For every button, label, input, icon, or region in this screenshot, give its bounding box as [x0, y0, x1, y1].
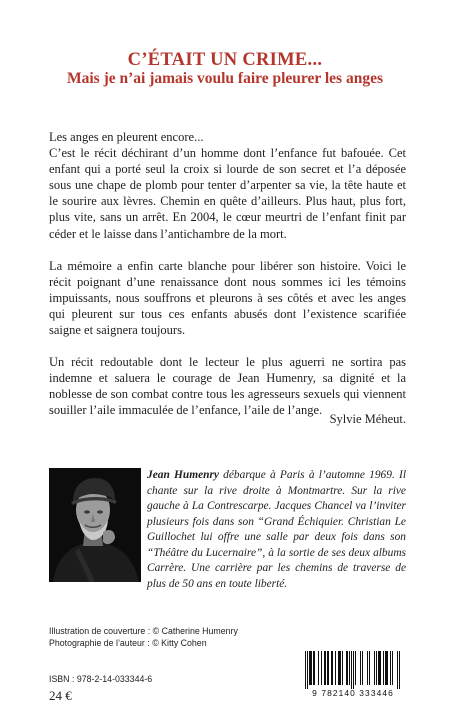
barcode-bar	[310, 651, 311, 685]
barcode-bar	[349, 651, 350, 685]
barcode-bar	[324, 651, 325, 685]
barcode-bar	[339, 651, 340, 685]
barcode-bar	[390, 651, 391, 685]
blurb	[49, 129, 406, 419]
barcode-bar	[314, 651, 315, 685]
barcode-bar	[387, 651, 388, 685]
back-cover-title: C’ÉTAIT UN CRIME...	[127, 50, 323, 70]
blurb-paragraph-3: Un récit redoutable dont le lecteur le plus aguerri ne sortira pas indemne et saluera le courage de Jean Humenry, sa dignité et la noblesse de son combat contre tous les agresseurs sexuels qui viennent souiller l’aile immaculée de l’enfance, l’aile de l’ange.	[49, 355, 406, 418]
credits	[49, 626, 238, 649]
author-bio-text: débarque à Paris à l’automne 1969. Il chante sur la rive droite à Montmartre. Sur la rive gauche à La Contrescarpe. Jacques Chancel va l’inviter plusieurs fois dans son “Grand Échiquier. Christian Le Guillochet lui offre une salle par deux fois dans son “Théâtre du Lucernaire”, à la sortie de ses deux albums Carrère. Une carrière par les chemins de traverse de plus de 50 ans en toute liberté.	[147, 469, 406, 590]
blurb-opening-line: Les anges en pleurent encore...	[49, 130, 204, 144]
back-cover-subtitle: Mais je n’ai jamais voulu faire pleurer les anges	[66, 70, 383, 87]
barcode-bar	[369, 651, 370, 685]
barcode-bar	[399, 651, 400, 689]
barcode-bar	[376, 651, 377, 685]
barcode-bar	[318, 651, 319, 685]
isbn: ISBN : 978-2-14-033344-6	[49, 674, 153, 684]
author-bio	[49, 468, 406, 592]
barcode-bar	[327, 651, 328, 685]
barcode-bar	[311, 651, 312, 685]
barcode-bar	[355, 651, 356, 685]
barcode-bar	[367, 651, 368, 685]
barcode-bar	[342, 651, 343, 685]
barcode-bar	[347, 651, 348, 685]
blurb-paragraph-1: C’est le récit déchirant d’un homme dont l’enfance fut bafouée. Cet enfant qui a porté seul la croix si lourde de son secret et l’a déposée sous une chape de plomb pour tenter d’arpenter sa vie, la tête haute et le sourire aux lèvres. Chemin en quête d’ailleurs. Plus haut, plus fort, plus vite, sans un arrêt. En 2004, le cœur meurtri de l’enfant finit par céder et le laisse dans l’antichambre de la mort.	[49, 146, 406, 241]
barcode-bar	[340, 651, 341, 685]
barcode-bar	[331, 651, 332, 685]
barcode-bar	[385, 651, 386, 685]
barcode-bar	[378, 651, 379, 685]
barcode-bar	[321, 651, 322, 685]
barcode-bar	[335, 651, 336, 685]
barcode-bar	[386, 651, 387, 685]
barcode-bar	[383, 651, 384, 685]
blurb-signature: Sylvie Méheut.	[329, 412, 406, 426]
barcode-bar	[374, 651, 375, 685]
barcode-bar	[332, 651, 333, 685]
barcode-bar	[392, 651, 393, 685]
barcode-bar	[379, 651, 380, 685]
barcode-bar	[353, 651, 354, 689]
cover-illustration-credit: Illustration de couverture : © Catherine Humenry	[49, 626, 238, 636]
author-photo-credit: Photographie de l’auteur : © Kitty Cohen	[49, 637, 207, 648]
barcode-bar	[360, 651, 361, 685]
barcode-bar	[351, 651, 352, 689]
barcode-bar	[325, 651, 326, 685]
barcode-bar	[380, 651, 381, 685]
barcode-bar	[305, 651, 306, 689]
barcode-bar	[307, 651, 308, 689]
barcode-bar	[328, 651, 329, 685]
barcode-bar	[362, 651, 363, 685]
blurb-paragraph-2: La mémoire a enfin carte blanche pour libérer son histoire. Voici le récit poignant d’une renaissance dont nous sommes ici les témoins impuissants, nous souffrons et pleurons à ses côtés et avec les anges qui pleurent sur tous ces enfants abusés dont l’existence scarifiée saigne et saignera toujours.	[49, 258, 406, 338]
barcode-bar	[338, 651, 339, 685]
barcode-icon	[298, 651, 404, 689]
barcode-bar	[397, 651, 398, 689]
barcode-bar	[313, 651, 314, 685]
barcode-bar	[309, 651, 310, 685]
barcode-bar	[346, 651, 347, 685]
author-name: Jean Humenry	[147, 469, 219, 481]
barcode-digits: 9 782140 333446	[312, 688, 394, 698]
price: 24 €	[49, 688, 72, 703]
